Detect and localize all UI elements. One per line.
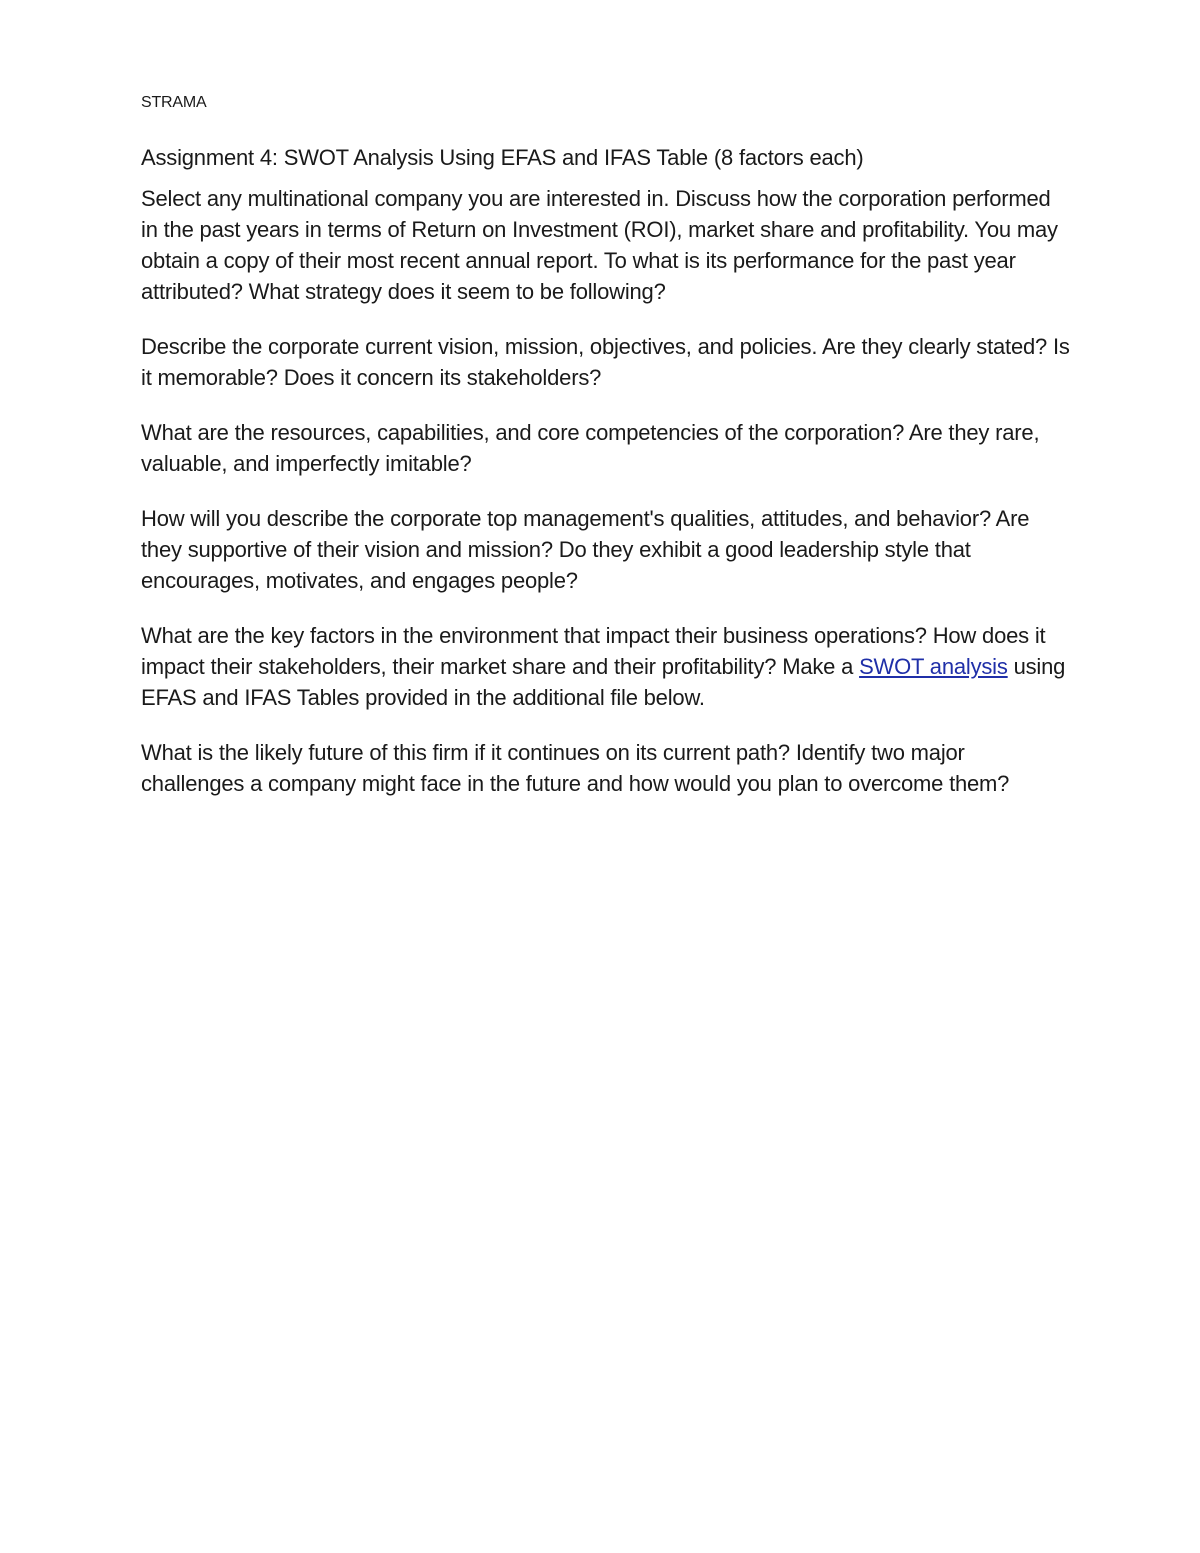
swot-analysis-link[interactable]: SWOT analysis [859,654,1008,679]
paragraph-performance: Select any multinational company you are interested in. Discuss how the corporation performed in the past years in terms of Return on Investment (ROI), market share and profitability. You may obtain a copy of their most recent annual report. To what is its performance for the past year attributed? What strategy does it seem to be following? [141,186,1058,304]
swot-text-after: using EFAS and IFAS Tables provided in the additional file below. [141,654,1066,710]
course-label: STRAMA [141,94,207,111]
paragraph-vision-mission: Describe the corporate current vision, mission, objectives, and policies. Are they clearly stated? Is it memorable? Does it concern its stakeholders? [141,334,1070,390]
swot-text-before: What are the key factors in the environment that impact their business operations? How does it impact their stakeholders, their market share and their profitability? Make a [141,623,1046,679]
paragraph-future: What is the likely future of this firm if it continues on its current path? Identify two major challenges a company might face in the future and how would you plan to overcome them? [141,740,1010,796]
paragraph-resources: What are the resources, capabilities, and core competencies of the corporation? Are they rare, valuable, and imperfectly imitable? [141,420,1040,476]
assignment-title: Assignment 4: SWOT Analysis Using EFAS and IFAS Table (8 factors each) [141,145,864,170]
paragraph-management: How will you describe the corporate top management's qualities, attitudes, and behavior? Are they supportive of their vision and mission? Do they exhibit a good leadership style that encourages, motivates, and engages people? [141,506,1030,593]
paragraph-swot [141,620,1071,713]
document-body [141,92,1071,823]
